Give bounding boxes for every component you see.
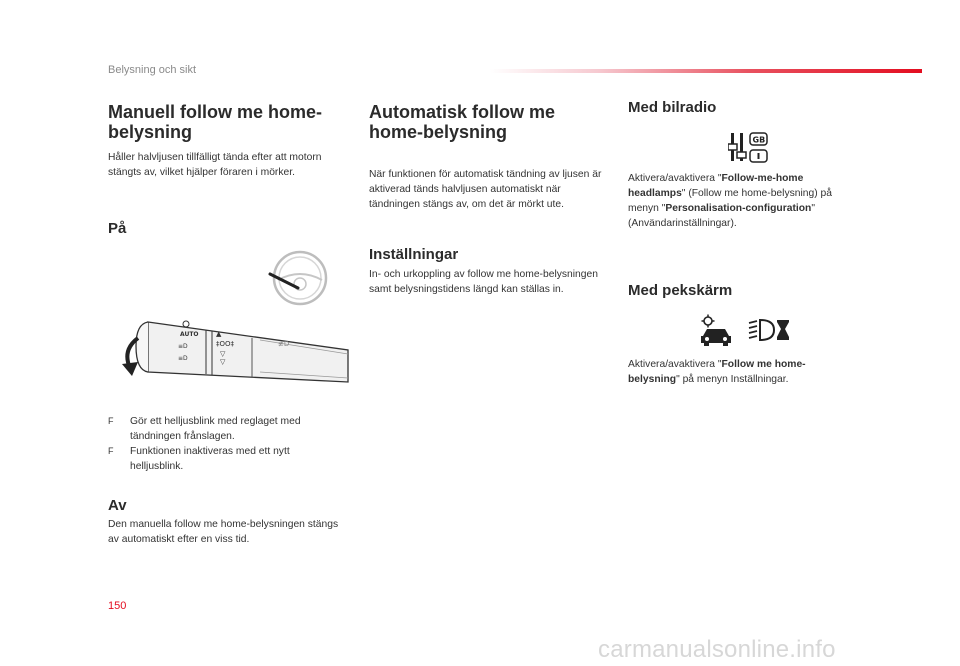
radio-heading: Med bilradio xyxy=(628,99,717,116)
steering-wheel-icon xyxy=(270,252,326,304)
auto-section-title: Automatisk follow me home-belysning xyxy=(369,102,556,142)
on-steps-list xyxy=(108,414,338,474)
svg-text:≢D: ≢D xyxy=(278,340,290,348)
watermark: carmanualsonline.info xyxy=(598,636,836,663)
touchscreen-menu-item: Follow me home-belysning xyxy=(628,359,806,385)
settings-sliders-icon xyxy=(728,130,770,166)
list-item: F Gör ett helljusblink med reglaget med tändningen frånslagen. xyxy=(108,416,301,442)
car-settings-icon xyxy=(700,314,734,346)
svg-text:AUTO: AUTO xyxy=(180,331,199,338)
radio-instructions: Aktivera/avaktivera "Follow-me-home headlamps" (Follow me home-belysning) på menyn "Personalisation-configuration" (Användarinställningar). xyxy=(628,173,832,229)
svg-text:≡D: ≡D xyxy=(178,355,188,362)
bullet-mark: F xyxy=(108,446,114,456)
off-heading: Av xyxy=(108,497,127,514)
touchscreen-instructions: Aktivera/avaktivera "Follow me home-belysning" på menyn Inställningar. xyxy=(628,359,806,385)
svg-text:▲: ▲ xyxy=(216,330,222,338)
manual-intro-text: Håller halvljusen tillfälligt tända efter att motorn stängts av, vilket hjälper föraren i mörker. xyxy=(108,152,322,178)
svg-text:‡OO‡: ‡OO‡ xyxy=(216,340,235,348)
lighting-stalk-icon xyxy=(136,321,348,382)
bullet-mark: F xyxy=(108,416,114,426)
svg-text:▽: ▽ xyxy=(220,358,226,366)
auto-intro-text: När funktionen för automatisk tändning av ljusen är aktiverad tänds halvljusen automatiskt när tändningen stängs av, om det är mörkt ute. xyxy=(369,169,602,210)
header-accent-bar xyxy=(490,69,922,73)
radio-menu-item: Follow-me-home headlamps xyxy=(628,173,804,199)
on-heading: På xyxy=(108,220,127,237)
chapter-title: Belysning och sikt xyxy=(108,64,197,76)
headlamp-timer-icon xyxy=(748,318,790,342)
radio-menu-name: Personalisation-configuration xyxy=(665,203,812,214)
svg-text:▽: ▽ xyxy=(220,350,226,358)
svg-text:≡D: ≡D xyxy=(178,343,188,350)
settings-text: In- och urkoppling av follow me home-belysningen samt belysningstidens längd kan ställas in. xyxy=(369,269,598,295)
off-text: Den manuella follow me home-belysningen stängs av automatiskt efter en viss tid. xyxy=(108,519,339,545)
lighting-stalk-illustration xyxy=(108,250,353,390)
list-item: F Funktionen inaktiveras med ett nytt helljusblink. xyxy=(108,446,290,472)
settings-heading: Inställningar xyxy=(369,246,459,263)
page-number: 150 xyxy=(108,600,127,612)
svg-text:GB: GB xyxy=(752,135,766,145)
touchscreen-heading: Med pekskärm xyxy=(628,282,733,299)
manual-section-title: Manuell follow me home- belysning xyxy=(108,102,323,142)
